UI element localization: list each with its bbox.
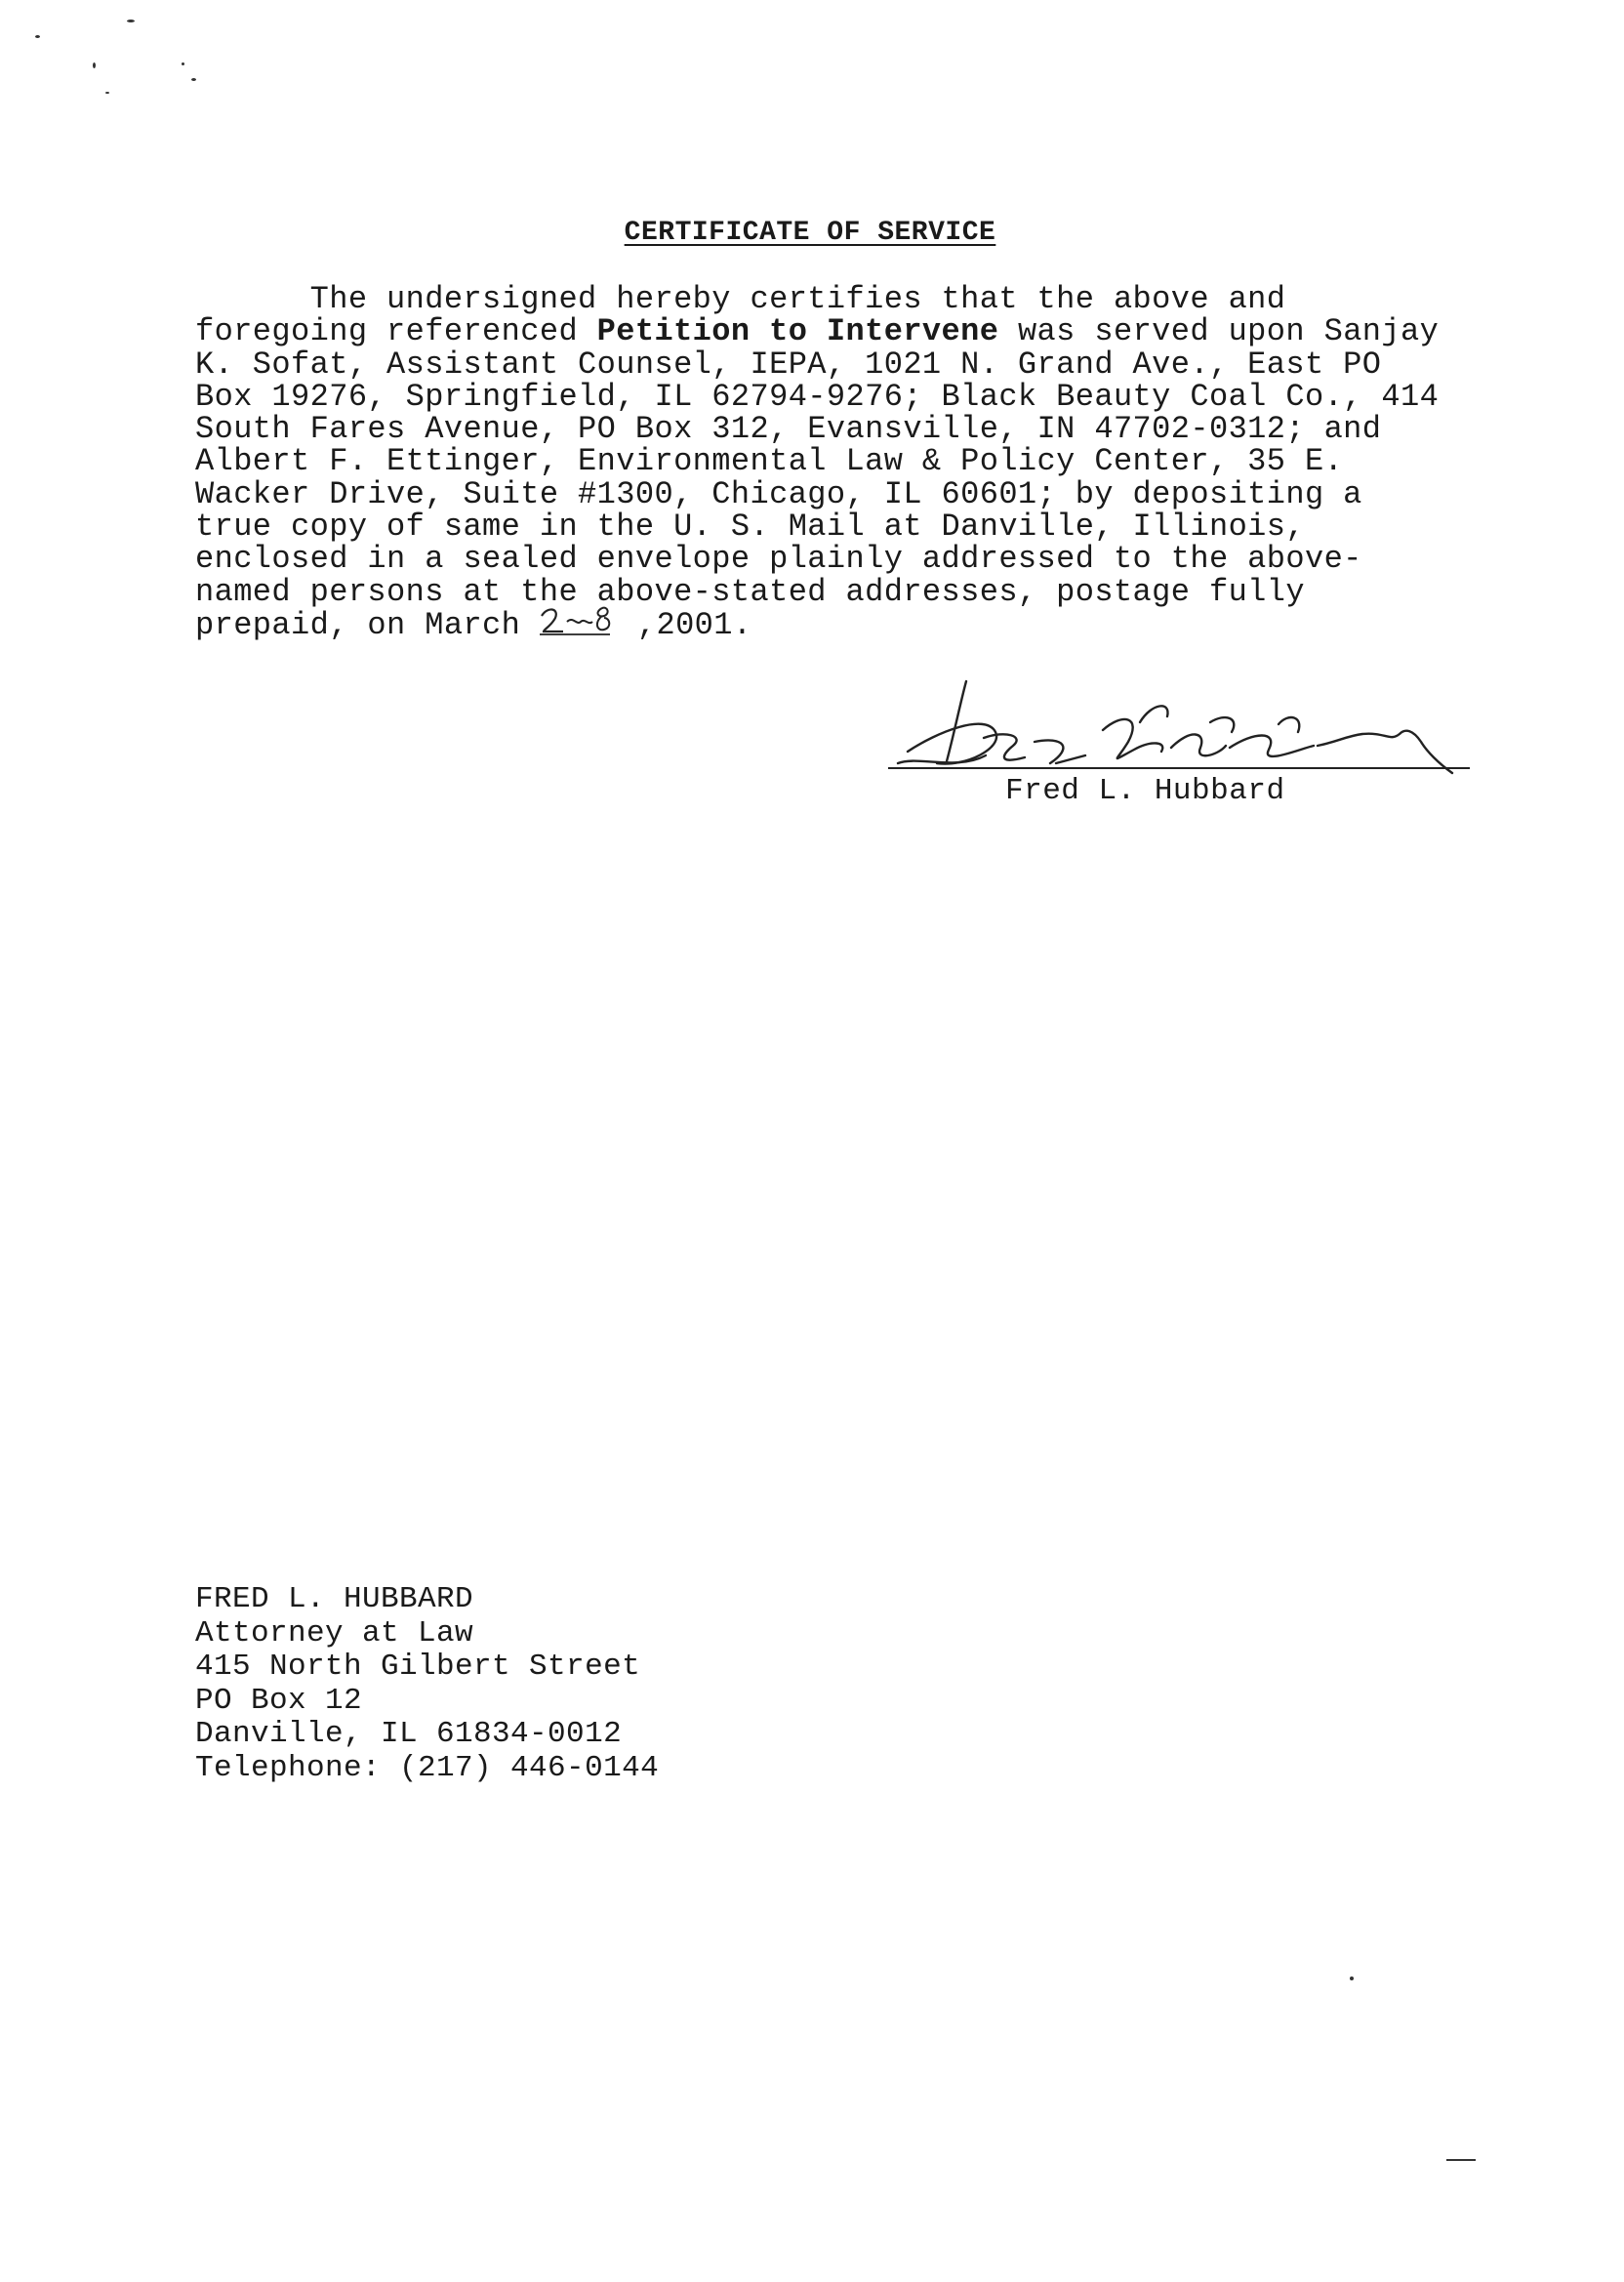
body-line-9: enclosed in a sealed envelope plainly addressed to the above- [195,541,1362,578]
body-line-1: The undersigned hereby certifies that the above and [195,281,1286,317]
attorney-city: Danville, IL 61834-0012 [195,1717,623,1751]
body-line-10: named persons at the above-stated addresses, postage fully [195,573,1305,610]
certificate-body [195,283,1503,641]
attorney-name: FRED L. HUBBARD [195,1582,474,1616]
signer-name: Fred L. Hubbard [1005,774,1285,808]
body-line-4: Box 19276, Springfield, IL 62794-9276; Black Beauty Coal Co., 414 [195,378,1440,415]
body-line-2-pre: foregoing referenced [195,313,597,350]
attorney-telephone: Telephone: (217) 446-0144 [195,1750,660,1785]
body-line-5: South Fares Avenue, PO Box 312, Evansville, IN 47702-0312; and [195,411,1382,448]
handwritten-date-drawing [538,602,635,635]
attorney-po-box: PO Box 12 [195,1683,363,1718]
body-line-11-post: ,2001. [636,606,752,643]
certificate-title: CERTIFICATE OF SERVICE [624,218,996,248]
signature-block [878,673,1483,820]
body-line-7: Wacker Drive, Suite #1300, Chicago, IL 60601; by depositing a [195,475,1362,512]
attorney-street: 415 North Gilbert Street [195,1650,641,1684]
body-line-6: Albert F. Ettinger, Environmental Law & Policy Center, 35 E. [195,443,1344,480]
body-line-3: K. Sofat, Assistant Counsel, IEPA, 1021 N. Grand Ave., East PO [195,346,1382,383]
body-line-2-post: was served upon Sanjay [998,313,1440,350]
attorney-title: Attorney at Law [195,1615,474,1650]
attorney-address-block [195,1583,659,1785]
petition-title: Petition to Intervene [596,313,999,350]
body-line-11-pre: prepaid, on March [195,606,540,643]
body-line-8: true copy of same in the U. S. Mail at Danville, Illinois, [195,509,1305,546]
handwritten-date [540,608,637,637]
